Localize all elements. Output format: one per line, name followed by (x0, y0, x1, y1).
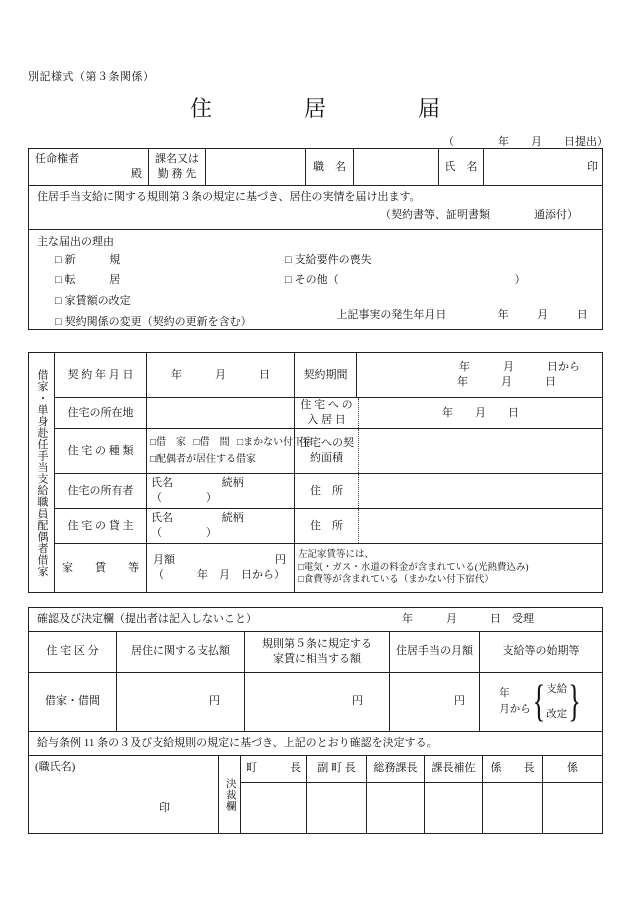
reason-label: 支給要件の喪失 (294, 253, 372, 266)
housing-side-label-cell (29, 353, 55, 593)
section-label-line1: 課名又は (155, 153, 199, 166)
reason-checkbox-rent-revision[interactable] (55, 294, 252, 309)
reason-label: 転 居 (64, 274, 125, 287)
confirmation-decision-table (28, 607, 603, 732)
receipt-date-field[interactable]: 年 月 日 受理 (402, 613, 534, 625)
appointer-cell (29, 149, 149, 186)
post-label: 職 名 (306, 149, 354, 186)
approval-table (28, 731, 603, 834)
checkbox-icon[interactable]: □ (150, 453, 157, 465)
owner-name-input[interactable] (147, 474, 295, 509)
approval-column-staff: 係 (543, 755, 603, 782)
appointer-suffix: 殿 (131, 168, 142, 180)
name-label: 氏 名 (439, 149, 484, 186)
contract-date-input[interactable]: 年 月 日 (147, 353, 295, 398)
housing-address-input[interactable] (147, 398, 295, 429)
rent-from-date[interactable]: （ 年 月 日から） (153, 569, 285, 582)
owner-address-input[interactable] (359, 474, 603, 509)
checkbox-icon[interactable]: □ (150, 437, 157, 448)
housing-address-label: 住宅の所在地 (55, 398, 147, 429)
housing-details-table (28, 352, 603, 593)
housing-type-option-spouse-rental[interactable] (150, 454, 256, 465)
start-option-grant: 支給 (546, 683, 568, 695)
checkbox-icon[interactable]: □ (55, 253, 62, 266)
housing-type-row (29, 429, 603, 474)
statement-cell (29, 186, 603, 230)
rent-amount-input[interactable] (147, 544, 295, 593)
lessor-name-input[interactable] (147, 509, 295, 544)
checkbox-icon[interactable]: □ (193, 437, 200, 448)
row-payment-input[interactable]: 円 (117, 672, 245, 731)
approval-stamp-mayor[interactable] (241, 782, 307, 833)
owner-row (29, 474, 603, 509)
start-option-revision: 改定 (546, 708, 568, 720)
section-label-cell (149, 149, 206, 186)
seal-mark: 印 (587, 160, 598, 173)
statement-row (29, 186, 603, 230)
decision-heading: 確認及び決定欄（提出者は記入しないこと） (37, 613, 257, 625)
option-label: まかない付下宿 (243, 437, 314, 448)
checkbox-icon[interactable]: □ (298, 575, 304, 586)
column-header-payment: 居住に関する支払額 (117, 631, 245, 672)
row-allowance-input[interactable]: 円 (390, 672, 480, 731)
owner-relation-label: 続柄（ ） (151, 477, 244, 504)
option-label: 電気・ガス・水道の料金が含まれている(光熱費込み) (303, 562, 529, 573)
approval-box-label-cell (219, 755, 241, 833)
rent-inclusion-options[interactable] (295, 544, 603, 593)
approval-stamp-deputy-mayor[interactable] (307, 782, 367, 833)
approval-stamp-section-chief[interactable] (483, 782, 543, 833)
option-label: 借 家 (156, 437, 187, 448)
movein-date-label: 住 宅 へ の 入 居 日 (295, 398, 359, 429)
option-label: 借 間 (199, 437, 230, 448)
name-value-input[interactable] (484, 149, 603, 186)
contract-date-label: 契 約 年 月 日 (55, 353, 147, 398)
option-label: 食費等が含まれている（まかない付下宿代） (303, 575, 494, 586)
contract-area-input[interactable] (359, 429, 603, 474)
approval-column-general-affairs-chief: 総務課長 (367, 755, 425, 782)
rent-label: 家 賃 等 (55, 544, 147, 593)
reason-label: 家賃額の改定 (64, 295, 131, 308)
rent-note-utilities[interactable] (298, 562, 599, 575)
rent-note-meals[interactable] (298, 574, 599, 587)
contract-period-input[interactable] (357, 353, 603, 398)
reason-checkbox-new[interactable] (55, 253, 252, 268)
lessor-name-label: 氏名 (151, 512, 173, 525)
approval-column-assistant-chief: 課長補佐 (425, 755, 483, 782)
appointer-label: 任命権者 (35, 153, 79, 166)
section-value-input[interactable] (206, 149, 306, 186)
owner-label: 住宅の所有者 (55, 474, 147, 509)
contract-period-label: 契約期間 (295, 353, 357, 398)
approval-column-section-chief: 係 長 (483, 755, 543, 782)
approval-stamp-assistant-chief[interactable] (425, 782, 483, 833)
submission-date-field[interactable]: （ 年 月 日提出） (443, 136, 608, 148)
housing-type-options[interactable] (147, 429, 314, 474)
rent-note-heading: 左記家賃等には、 (298, 549, 375, 560)
attachment-text: （契約書等、証明書類 通添付） (380, 208, 578, 221)
reasons-heading: 主な届出の理由 (37, 235, 114, 248)
rent-currency: 円 (275, 554, 286, 567)
checkbox-icon[interactable]: □ (55, 316, 62, 329)
owner-address-label: 住 所 (295, 474, 359, 509)
approval-statement-row (29, 732, 603, 756)
lessor-row (29, 509, 603, 544)
row-housing-category: 借家・借間 (29, 672, 117, 731)
lessor-label: 住 宅 の 貸 主 (55, 509, 147, 544)
reason-label: 契約関係の変更（契約の更新を含む） (64, 316, 252, 329)
header-line1: 規則第５条に規定する (262, 638, 372, 650)
approval-statement: 給与条例 11 条の３及び支給規則の規定に基づき、上記のとおり確認を決定する。 (29, 732, 603, 756)
applicant-row (29, 149, 603, 186)
reason-label: その他（ ） (294, 274, 526, 287)
lessor-relation-label: 続柄（ ） (151, 512, 244, 539)
lessor-address-label: 住 所 (295, 509, 359, 544)
housing-type-option-rental-room[interactable] (194, 437, 230, 448)
reason-checkbox-move[interactable] (55, 273, 252, 288)
column-header-start-period: 支給等の始期等 (480, 631, 603, 672)
approval-header-row (29, 755, 603, 782)
approval-column-deputy-mayor: 副 町 長 (307, 755, 367, 782)
brace-left-icon: { (532, 676, 546, 726)
contract-period-line1: 年 月 日から (459, 361, 580, 374)
column-header-equivalent-rent (245, 631, 390, 672)
rent-row (29, 544, 603, 593)
checkbox-icon[interactable]: □ (55, 295, 62, 308)
officer-name-cell[interactable] (29, 755, 219, 833)
reason-checkbox-contract-change[interactable] (55, 315, 252, 330)
header-line2: 家賃に相当する額 (273, 652, 361, 665)
reason-label: 新 規 (64, 253, 125, 266)
housing-type-label: 住 宅 の 種 類 (55, 429, 147, 474)
decision-data-row (29, 672, 603, 731)
occurrence-date-field[interactable]: 年 月 日 (471, 308, 590, 321)
checkbox-icon[interactable]: □ (237, 437, 244, 448)
section-label-line2: 勤 務 先 (157, 168, 197, 180)
lessor-address-input[interactable] (359, 509, 603, 544)
start-month-label: 月から (499, 703, 531, 715)
approval-stamp-general-affairs-chief[interactable] (367, 782, 425, 833)
statement-text: 住居手当支給に関する規則第３条の規定に基づき、居住の実情を届け出ます。 (37, 191, 421, 203)
reason-checkbox-other[interactable] (285, 273, 526, 288)
housing-type-option-rental-house[interactable] (150, 437, 186, 448)
reasons-cell (29, 229, 603, 329)
occurrence-date-label: 上記事実の発生年月日 (336, 308, 447, 321)
checkbox-icon[interactable]: □ (298, 562, 304, 573)
rent-monthly-label: 月額 (153, 554, 175, 567)
approval-box-label: 決裁欄 (224, 777, 236, 811)
checkbox-icon[interactable]: □ (55, 274, 62, 287)
form-number: 別記様式（第３条関係） (28, 71, 155, 83)
brace-right-icon: } (568, 676, 581, 726)
reasons-row (29, 229, 603, 329)
address-row (29, 398, 603, 429)
officer-name-label: (職氏名) (35, 760, 76, 773)
reason-checkbox-loss-eligibility[interactable] (285, 253, 526, 268)
start-year-label: 年 (499, 688, 510, 700)
owner-name-label: 氏名 (151, 477, 173, 490)
housing-side-label: 借家・単身赴任手当支給職員配偶者借家 (36, 368, 48, 577)
column-header-allowance: 住居手当の月額 (390, 631, 480, 672)
page-title: 住 居 届 (189, 96, 456, 121)
applicant-table (28, 148, 603, 330)
contract-date-row (29, 353, 603, 398)
officer-seal: 印 (159, 801, 170, 814)
column-header-housing-category: 住 宅 区 分 (29, 631, 117, 672)
movein-date-input[interactable]: 年 月 日 (359, 398, 603, 429)
checkbox-icon[interactable]: □ (285, 253, 292, 266)
row-start-period-input[interactable] (480, 672, 603, 731)
option-label: 配偶者が居住する借家 (156, 453, 257, 465)
decision-heading-cell (29, 608, 603, 632)
approval-column-mayor: 町 長 (241, 755, 307, 782)
contract-area-label: 住宅への契約面積 (295, 429, 359, 474)
contract-period-line2: 年 月 日 (457, 376, 556, 388)
checkbox-icon[interactable]: □ (285, 274, 292, 287)
approval-stamp-staff[interactable] (543, 782, 603, 833)
post-value-input[interactable] (354, 149, 439, 186)
row-equivalent-rent-input[interactable]: 円 (245, 672, 390, 731)
decision-header-row (29, 631, 603, 672)
decision-heading-row (29, 608, 603, 632)
